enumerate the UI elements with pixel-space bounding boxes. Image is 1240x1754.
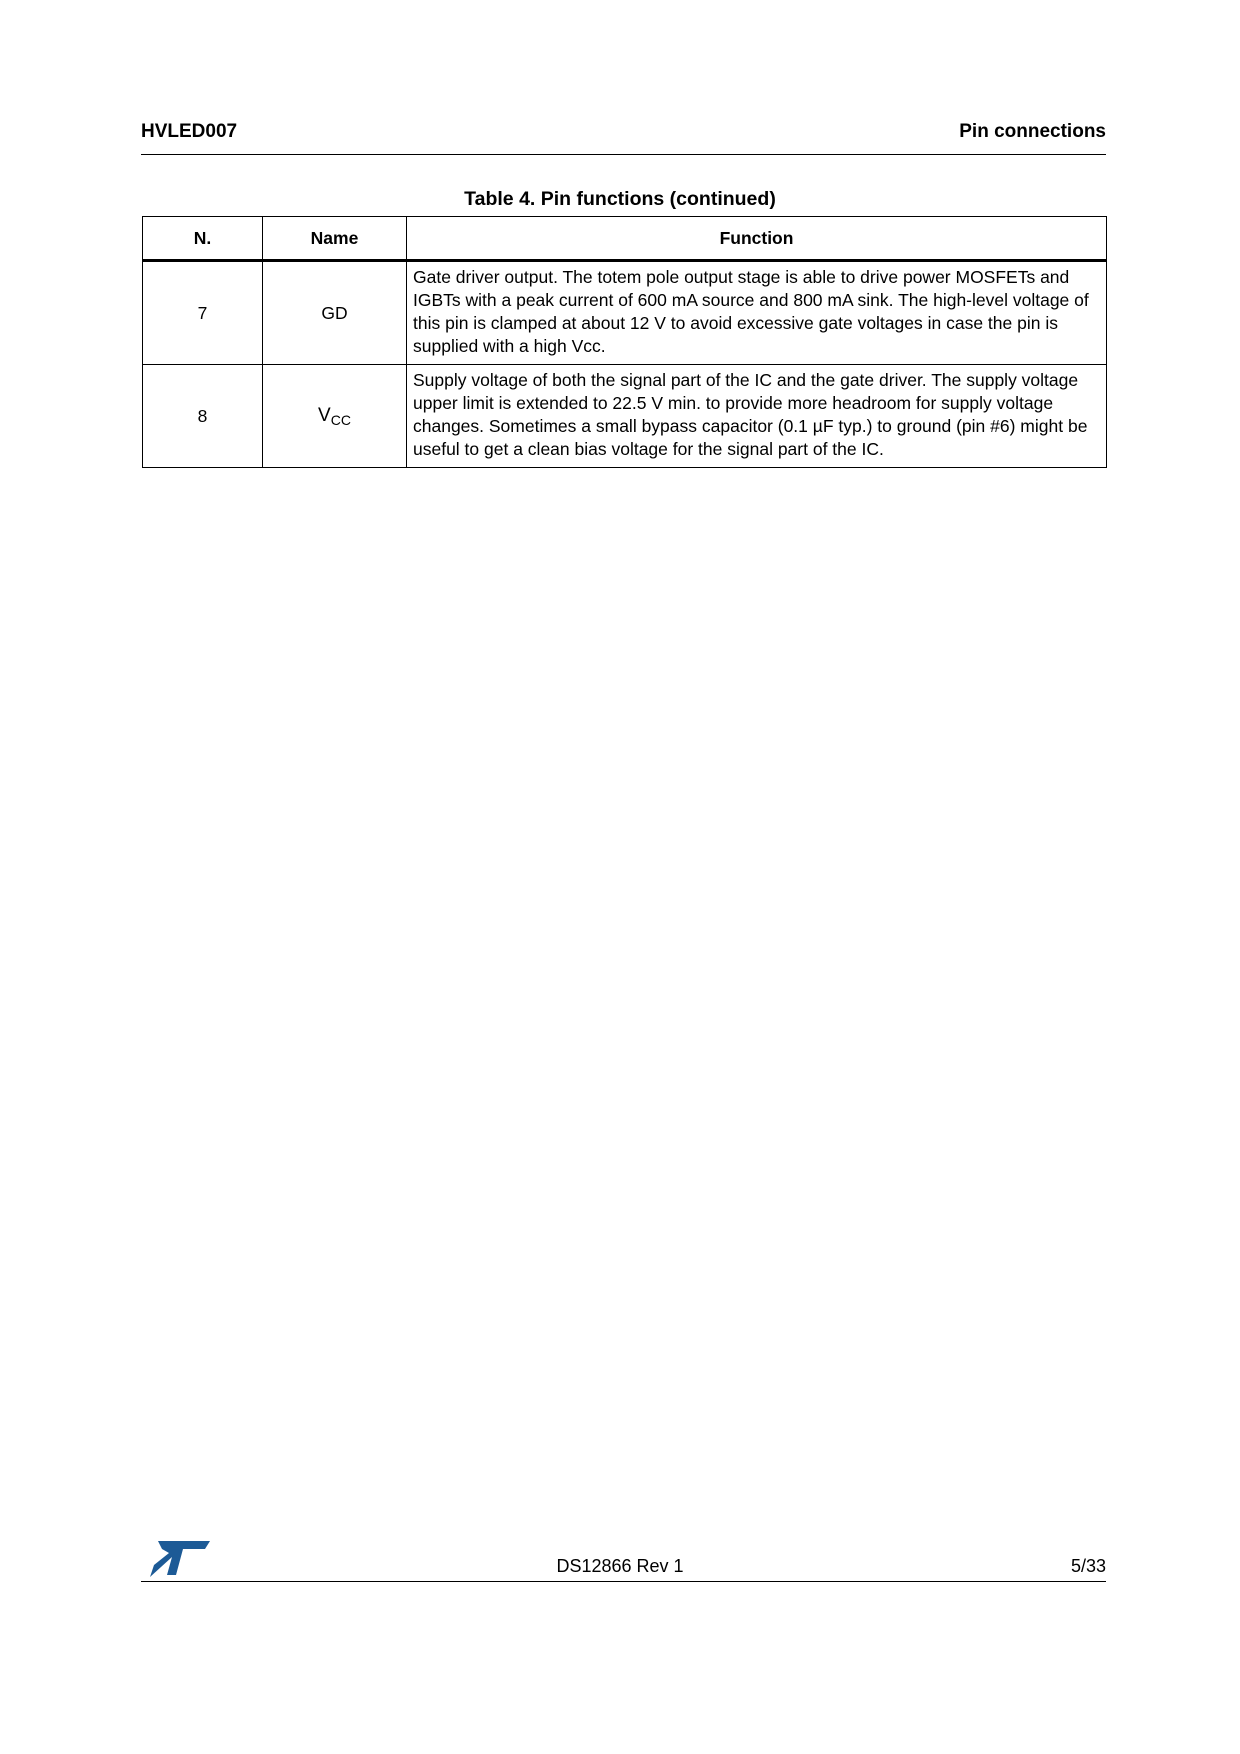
pin-function-cell: Supply voltage of both the signal part of the IC and the gate driver. The supply voltage upper limit is extended to 22.5 V min. to provide more headroom for supply voltage changes. Sometimes a small bypass capacitor (0.1 µF typ.) to ground (pin #6) might be useful to get a clean bias voltage for the signal part of the IC. xyxy=(407,365,1107,468)
page-number: 5/33 xyxy=(1070,1556,1106,1576)
table-row xyxy=(143,261,1107,365)
section-title: Pin connections xyxy=(959,121,1106,142)
pin-name-subscript: CC xyxy=(330,411,351,428)
pin-name-main: V xyxy=(318,404,331,426)
pin-functions-table xyxy=(142,216,1107,468)
pin-name-cell: GD xyxy=(263,261,407,365)
pin-number-cell: 7 xyxy=(143,261,263,365)
pin-name-cell xyxy=(263,365,407,468)
table-row xyxy=(143,365,1107,468)
document-id: DS12866 Rev 1 xyxy=(556,1556,684,1576)
header-divider xyxy=(141,154,1106,155)
footer-divider xyxy=(141,1581,1106,1582)
table-header-row xyxy=(143,217,1107,261)
table-caption: Table 4. Pin functions (continued) xyxy=(464,188,776,210)
pin-number-cell: 8 xyxy=(143,365,263,468)
column-header-name: Name xyxy=(263,217,407,261)
document-title: HVLED007 xyxy=(141,121,238,142)
pin-function-cell: Gate driver output. The totem pole output stage is able to drive power MOSFETs and IGBTs with a peak current of 600 mA source and 800 mA sink. The high-level voltage of this pin is clamped at about 12 V to avoid excessive gate voltages in case the pin is supplied with a high Vcc. xyxy=(407,261,1107,365)
column-header-function: Function xyxy=(407,217,1107,261)
column-header-number: N. xyxy=(143,217,263,261)
